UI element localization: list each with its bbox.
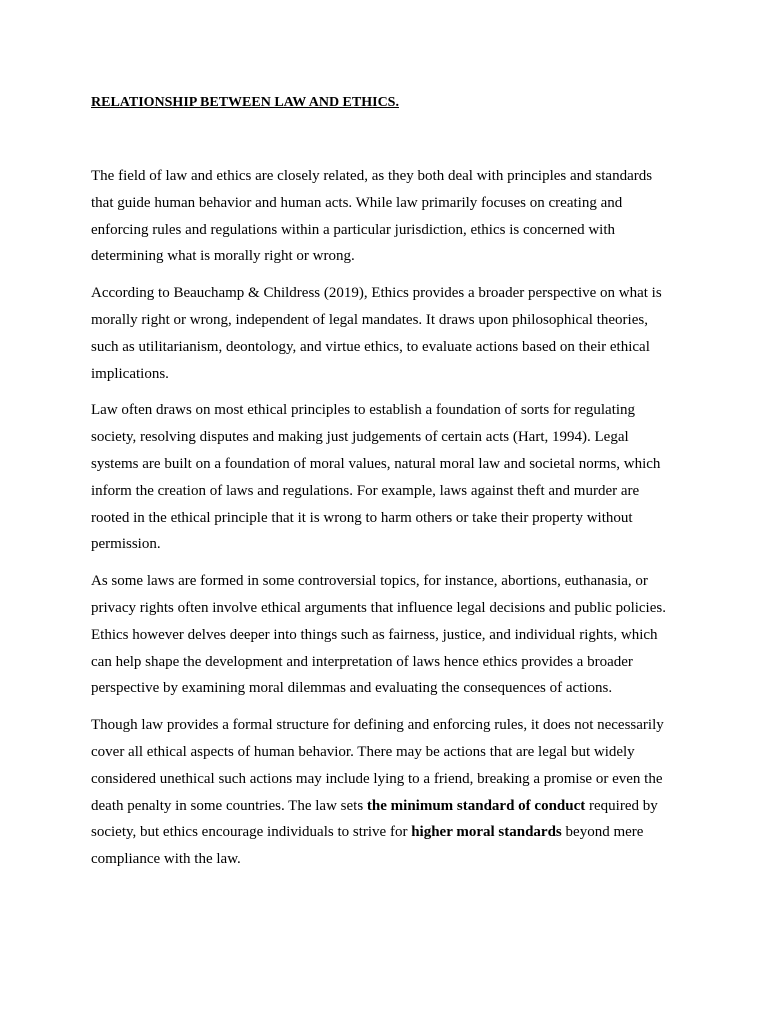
text-run: death penalty in some countries. The law sets: [91, 797, 367, 814]
text-run: beyond mere: [561, 824, 644, 841]
text-line: Ethics however delves deeper into things such as fairness, justice, and individual rights, which: [91, 626, 658, 643]
text-line: Law often draws on most ethical principles to establish a foundation of sorts for regulating: [91, 402, 636, 419]
document-body: [91, 163, 691, 883]
paragraph-3: [91, 397, 691, 558]
document-title: RELATIONSHIP BETWEEN LAW AND ETHICS.: [91, 95, 399, 110]
text-line: cover all ethical aspects of human behavior. There may be actions that are legal but widely: [91, 743, 635, 760]
text-line: The field of law and ethics are closely related, as they both deal with principles and standards: [91, 168, 653, 184]
paragraph-1: [91, 163, 691, 270]
text-line: enforcing rules and regulations within a particular jurisdiction, ethics is concerned with: [91, 221, 616, 238]
text-line: morally right or wrong, independent of legal mandates. It draws upon philosophical theories,: [91, 311, 648, 328]
text-run: society, but ethics encourage individuals to strive for: [91, 824, 412, 841]
text-line: rooted in the ethical principle that it is wrong to harm others or take their property without: [91, 509, 633, 526]
emphasis-minimum-standard: the minimum standard of conduct: [366, 797, 586, 814]
text-line: society, resolving disputes and making just judgements of certain acts (Hart, 1994). Legal: [91, 429, 629, 446]
text-line: As some laws are formed in some controversial topics, for instance, abortions, euthanasia, or: [91, 573, 648, 590]
text-line: such as utilitarianism, deontology, and virtue ethics, to evaluate actions based on their ethical: [91, 338, 650, 355]
paragraph-2: [91, 280, 691, 387]
emphasis-higher-moral-standards: higher moral standards: [411, 824, 562, 841]
text-line: perspective by examining moral dilemmas and evaluating the consequences of actions.: [91, 680, 613, 697]
text-line: Though law provides a formal structure for defining and enforcing rules, it does not necessarily: [91, 717, 664, 734]
text-line: implications.: [91, 365, 169, 382]
text-line: According to Beauchamp & Childress (2019), Ethics provides a broader perspective on what is: [91, 285, 662, 302]
paragraph-5: [91, 712, 691, 873]
text-line: permission.: [91, 536, 161, 553]
text-line-with-emphasis: [91, 793, 691, 820]
text-line: can help shape the development and interpretation of laws hence ethics provides a broader: [91, 653, 633, 670]
text-line: determining what is morally right or wrong.: [91, 248, 355, 265]
text-line: considered unethical such actions may include lying to a friend, breaking a promise or even the: [91, 770, 663, 787]
text-line-with-emphasis: [91, 819, 691, 846]
text-line: compliance with the law.: [91, 851, 241, 868]
text-line: systems are built on a foundation of moral values, natural moral law and societal norms, which: [91, 455, 661, 472]
text-line: that guide human behavior and human acts. While law primarily focuses on creating and: [91, 194, 623, 211]
text-line: inform the creation of laws and regulations. For example, laws against theft and murder are: [91, 482, 640, 499]
text-run: required by: [585, 797, 658, 814]
paragraph-4: [91, 568, 691, 702]
text-line: privacy rights often involve ethical arguments that influence legal decisions and public policies.: [91, 599, 666, 616]
